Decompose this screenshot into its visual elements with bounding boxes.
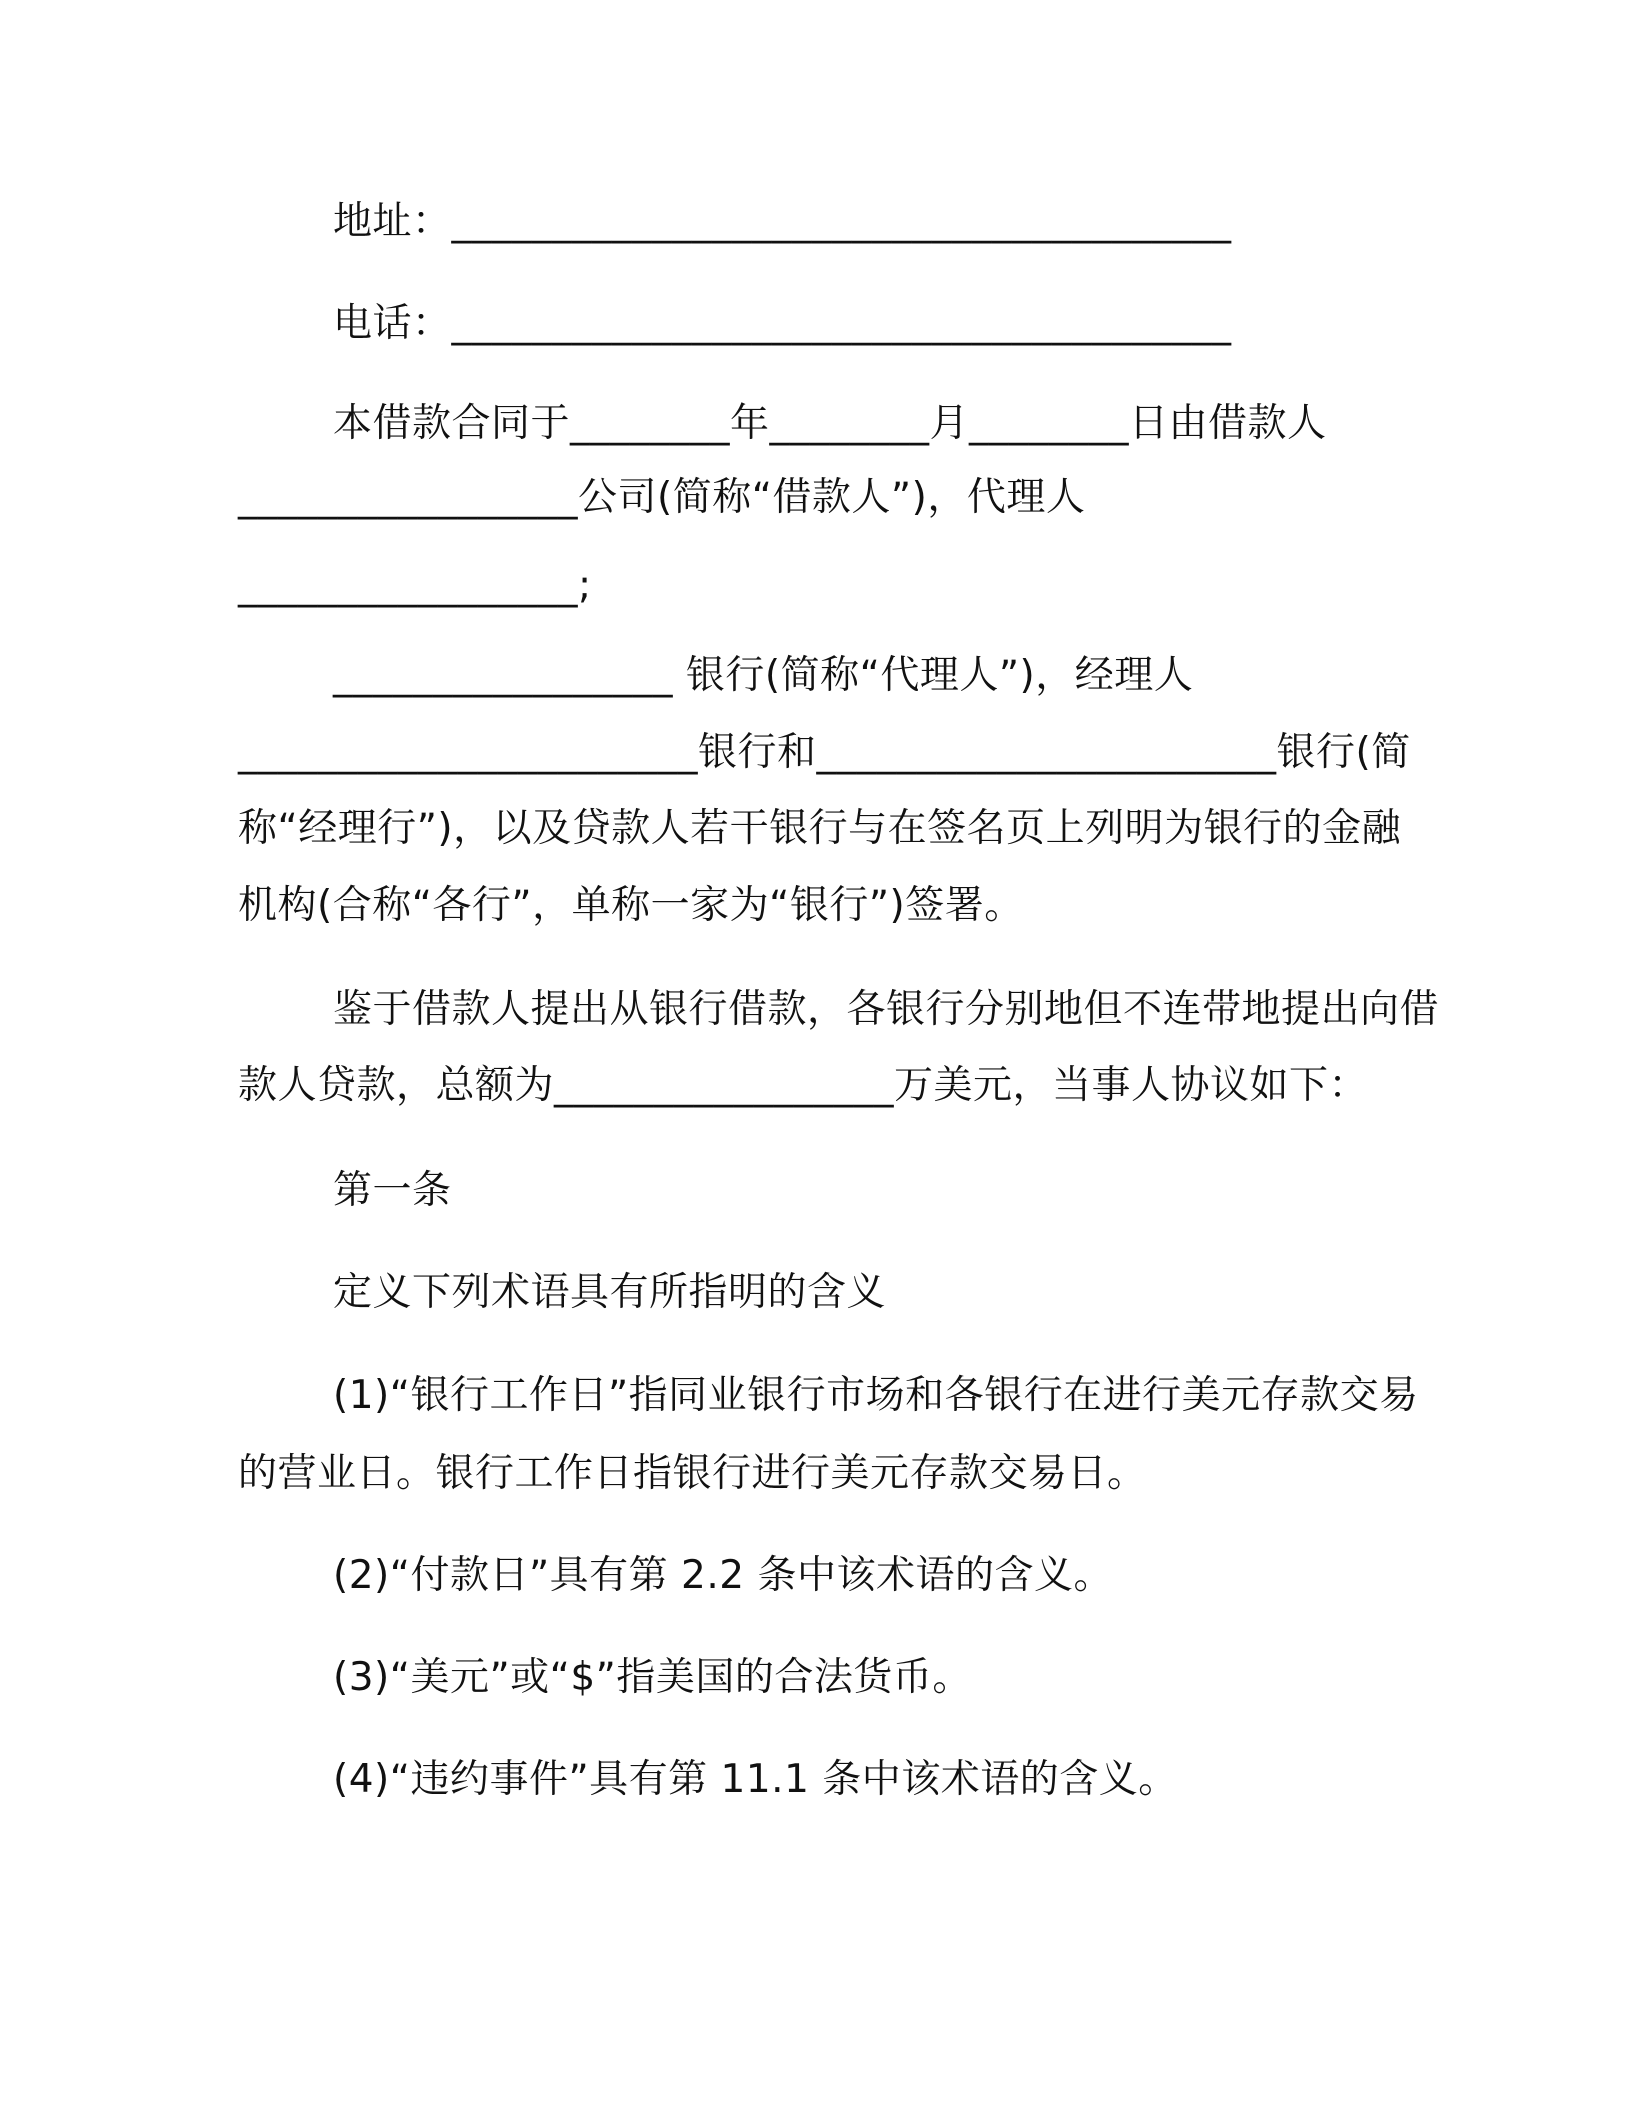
whereas-paragraph-line: 鉴于借款人提出从银行借款，各银行分别地但不连带地提出向借 <box>333 987 1440 1032</box>
definition-item: (4)“违约事件”具有第 11.1 条中该术语的含义。 <box>333 1757 1178 1802</box>
whereas-paragraph-line: 款人贷款，总额为_________________万美元，当事人协议如下： <box>238 1063 1369 1108</box>
article-title: 第一条 <box>333 1168 452 1213</box>
agent-paragraph-line: 机构(合称“各行”，单称一家为“银行”)签署。 <box>238 883 1024 928</box>
phone-line: 电话：_______________________________________ <box>333 301 1232 346</box>
definition-item: (3)“美元”或“$”指美国的合法货币。 <box>333 1655 972 1700</box>
preamble-line: _________________公司(简称“借款人”)，代理人 <box>238 475 1086 520</box>
agent-paragraph-line: _________________ 银行(简称“代理人”)，经理人 <box>333 653 1194 698</box>
preamble-line: _________________; <box>238 563 592 608</box>
address-line: 地址：_______________________________________ <box>333 199 1232 244</box>
preamble-line: 本借款合同于________年________月________日由借款人 <box>333 401 1327 446</box>
definition-item: (1)“银行工作日”指同业银行市场和各银行在进行美元存款交易 <box>333 1373 1419 1418</box>
agent-paragraph-line: _______________________银行和_______________________银行(简 <box>238 730 1411 775</box>
definitions-intro: 定义下列术语具有所指明的含义 <box>333 1270 887 1315</box>
definition-item: (2)“付款日”具有第 2.2 条中该术语的含义。 <box>333 1553 1113 1598</box>
definition-item: 的营业日。银行工作日指银行进行美元存款交易日。 <box>238 1451 1147 1496</box>
agent-paragraph-line: 称“经理行”)，以及贷款人若干银行与在签名页上列明为银行的金融 <box>238 806 1402 851</box>
